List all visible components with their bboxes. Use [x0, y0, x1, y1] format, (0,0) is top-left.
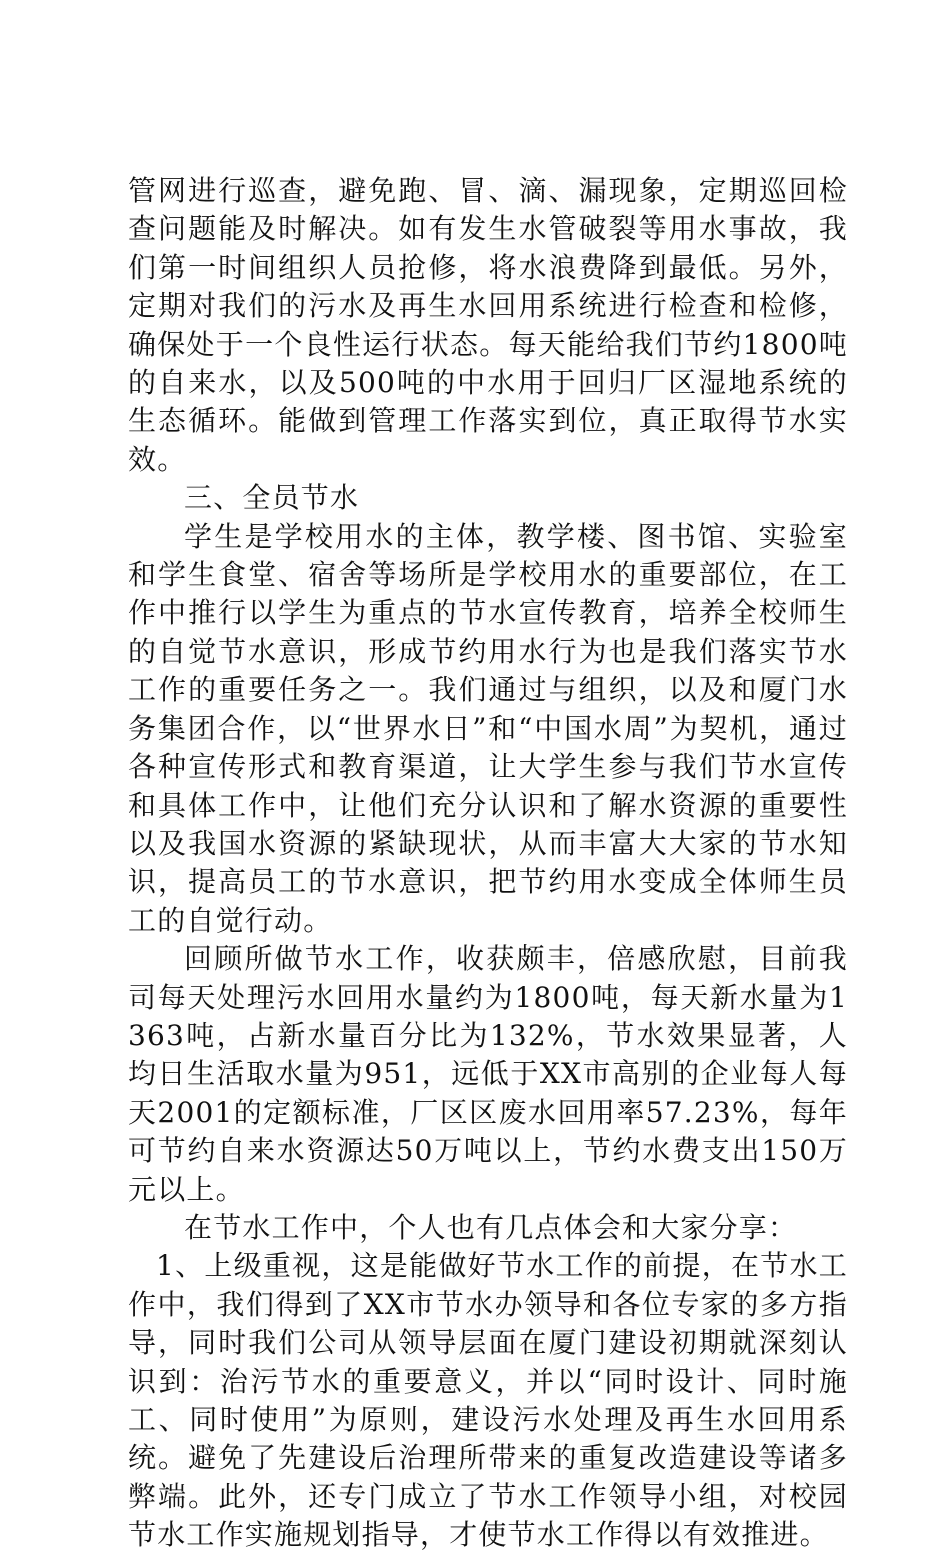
- paragraph-student-education: 学生是学校用水的主体，教学楼、图书馆、实验室和学生食堂、宿舍等场所是学校用水的重要部位，在工作中推行以学生为重点的节水宣传教育，培养全校师生的自觉节水意识，形成节约用水行为也是我们落实节水工作的重要任务之一。我们通过与组织，以及和厦门水务集团合作，以“世界水日”和“中国水周”为契机，通过各种宣传形式和教育渠道，让大学生参与我们节水宣传和具体工作中，让他们充分认识和了解水资源的重要性以及我国水资源的紧缺现状，从而丰富大大家的节水知识，提高员工的节水意识，把节约用水变成全体师生员工的自觉行动。: [128, 519, 848, 937]
- paragraph-pipe-inspection: 管网进行巡查，避免跑、冒、滴、漏现象，定期巡回检查问题能及时解决。如有发生水管破裂等用水事故，我们第一时间组织人员抢修，将水浪费降到最低。另外，定期对我们的污水及再生水回用系统进行检查和检修，确保处于一个良性运行状态。每天能给我们节约1800吨的自来水，以及500吨的中水用于回归厂区湿地系统的生态循环。能做到管理工作落实到位，真正取得节水实效。: [128, 174, 848, 476]
- section-heading-all-staff-water-saving: 三、全员节水: [184, 481, 360, 515]
- paragraph-review-results: 回顾所做节水工作，收获颇丰，倍感欣慰，目前我司每天处理污水回用水量约为1800吨，每天新水量为1363吨，占新水量百分比为132%，节水效果显著，人均日生活取水量为951，远低于XX市高别的企业每人每天2001的定额标准，厂区区废水回用率57.23%，每年可节约自来水资源达50万吨以上，节约水费支出150万元以上。: [128, 942, 848, 1206]
- paragraph-point-one: 1、上级重视，这是能做好节水工作的前提，在节水工作中，我们得到了XX市节水办领导和各位专家的多方指导，同时我们公司从领导层面在厦门建设初期就深刻认识到：治污节水的重要意义，并以“同时设计、同时施工、同时使用”为原则，建设污水处理及再生水回用系统。避免了先建设后治理所带来的重复改造建设等诸多弊端。此外，还专门成立了节水工作领导小组，对校园节水工作实施规划指导，才使节水工作得以有效推进。: [128, 1249, 848, 1552]
- document-body: [128, 172, 848, 1555]
- paragraph-sharing-intro: 在节水工作中，个人也有几点体会和大家分享：: [184, 1210, 798, 1244]
